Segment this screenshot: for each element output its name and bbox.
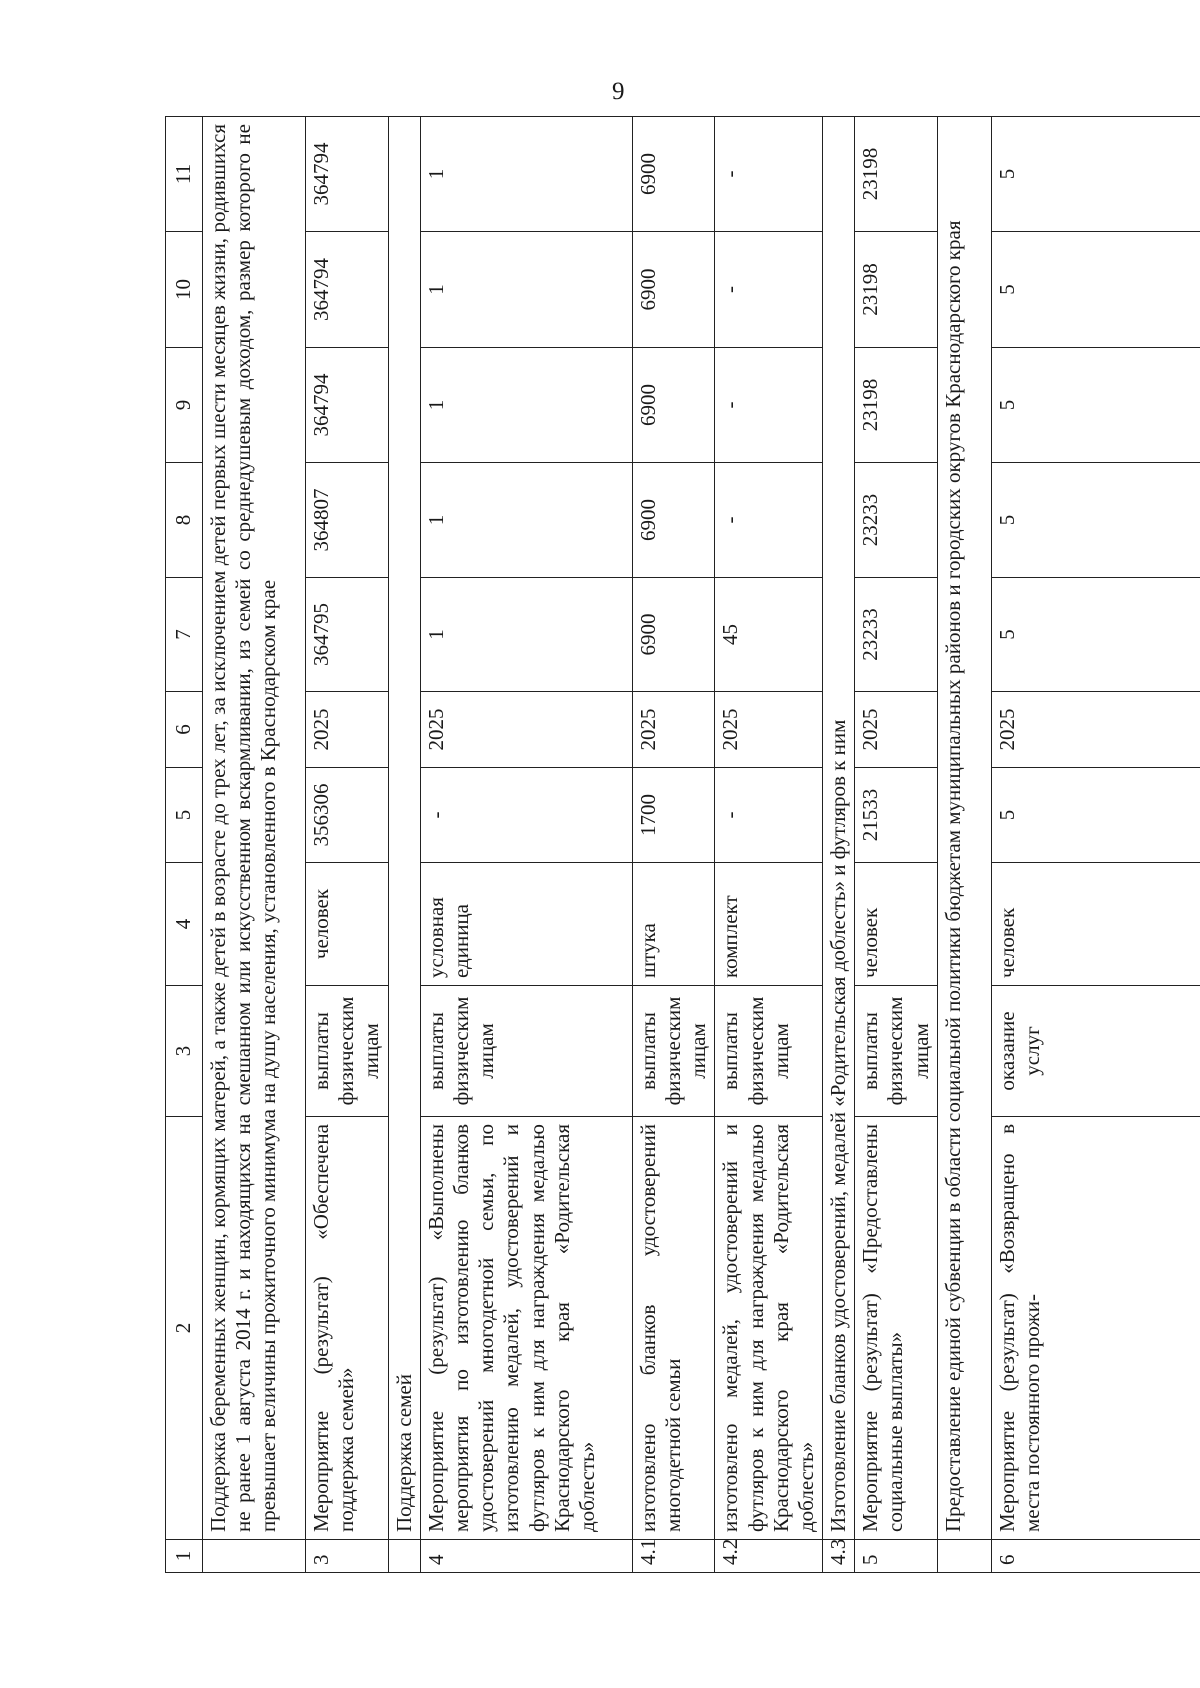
- section-title-subvention: Предоставление единой субвенции в области социальной политики бюджетам муниципальных районов и городских округов Краснодарского края: [937, 117, 991, 1540]
- table-row: [420, 117, 632, 1573]
- header-cell: 3: [166, 986, 203, 1117]
- unit: человек: [991, 863, 1200, 986]
- base-value: -: [420, 768, 632, 863]
- section-row: [823, 117, 855, 1573]
- event-type: выплаты физическим лицам: [306, 986, 389, 1117]
- empty-cell: [388, 1540, 420, 1573]
- value-col9: 5: [991, 348, 1200, 463]
- value-col10: 364794: [306, 232, 389, 348]
- value-col8: -: [715, 463, 823, 578]
- section-row: [203, 117, 306, 1573]
- base-value: 5: [991, 768, 1200, 863]
- value-col9: 364794: [306, 348, 389, 463]
- value-col10: 23198: [855, 232, 938, 348]
- table-row: [306, 117, 389, 1573]
- base-value: 356306: [306, 768, 389, 863]
- section-row: [937, 117, 991, 1573]
- header-cell: 5: [166, 768, 203, 863]
- value-col10: 5: [991, 232, 1200, 348]
- event-type: выплаты физическим лицам: [632, 986, 715, 1117]
- value-col11: 5: [991, 117, 1200, 232]
- row-number: 6: [991, 1540, 1200, 1573]
- table-row: [715, 117, 823, 1573]
- value-col8: 364807: [306, 463, 389, 578]
- year: 2025: [715, 692, 823, 768]
- event-type: выплаты физическим лицам: [715, 986, 823, 1117]
- base-value: -: [715, 768, 823, 863]
- event-name: Мероприятие (результат) «Предоставлены социальные выплаты»: [855, 1117, 938, 1540]
- header-row: [166, 117, 203, 1573]
- empty-cell: [203, 1540, 306, 1573]
- value-col10: 6900: [632, 232, 715, 348]
- event-name: изготовлено бланков удостоверений многодетной семьи: [632, 1117, 715, 1540]
- section-title-support-pregnant: Поддержка беременных женщин, кормящих матерей, а также детей в возрасте до трех лет, за исключением детей первых шести месяцев жизни, родившихся не ранее 1 августа 2014 г. и находящихся на смешанном или искусственном вскармливании, из семей со среднедушевым доходом, размер которого не превышает величины прожиточного минимума на душу населения, установленного в Краснодарском крае: [203, 117, 306, 1540]
- row-number: 4.1: [632, 1540, 715, 1573]
- header-cell: 10: [166, 232, 203, 348]
- value-col10: 1: [420, 232, 632, 348]
- page-number: 9: [612, 78, 625, 105]
- header-cell: 11: [166, 117, 203, 232]
- event-name: Мероприятие (результат) «Возвращено в места постоянного прожи-: [991, 1117, 1200, 1540]
- year: 2025: [632, 692, 715, 768]
- value-col7: 364795: [306, 578, 389, 692]
- value-col7: 23233: [855, 578, 938, 692]
- value-col9: 1: [420, 348, 632, 463]
- header-cell: 8: [166, 463, 203, 578]
- value-col11: -: [715, 117, 823, 232]
- header-cell: 7: [166, 578, 203, 692]
- unit: человек: [306, 863, 389, 986]
- row-number: 5: [855, 1540, 938, 1573]
- unit: человек: [855, 863, 938, 986]
- event-name: изготовлено медалей, удостоверений и футляров к ним для награждения медалью Краснодарского края «Родительская доблесть»: [715, 1117, 823, 1540]
- rotated-table-container: [165, 117, 1200, 1573]
- base-value: 21533: [855, 768, 938, 863]
- value-col11: 23198: [855, 117, 938, 232]
- value-col11: 6900: [632, 117, 715, 232]
- section-row: [388, 117, 420, 1573]
- value-col11: 1: [420, 117, 632, 232]
- event-name: Мероприятие (результат) «Обеспечена поддержка семей»: [306, 1117, 389, 1540]
- event-name: Мероприятие (результат) «Выполнены мероприятия по изготовлению бланков удостоверений многодетной семьи, по изготовлению медалей, удостоверений и футляров к ним для награждения медалью Краснодарского края «Родительская доблесть»: [420, 1117, 632, 1540]
- row-number: 3: [306, 1540, 389, 1573]
- row-number: 4: [420, 1540, 632, 1573]
- header-cell: 6: [166, 692, 203, 768]
- unit: штука: [632, 863, 715, 986]
- value-col9: 6900: [632, 348, 715, 463]
- section-title-forms: Изготовление бланков удостоверений, медалей «Родительская доблесть» и футляров к ним: [823, 117, 855, 1540]
- section-title-family-support: Поддержка семей: [388, 117, 420, 1540]
- table-row: [632, 117, 715, 1573]
- value-col10: -: [715, 232, 823, 348]
- value-col9: -: [715, 348, 823, 463]
- event-type: оказание услуг: [991, 986, 1200, 1117]
- year: 2025: [991, 692, 1200, 768]
- year: 2025: [306, 692, 389, 768]
- header-cell: 9: [166, 348, 203, 463]
- value-col9: 23198: [855, 348, 938, 463]
- base-value: 1700: [632, 768, 715, 863]
- year: 2025: [420, 692, 632, 768]
- value-col7: 5: [991, 578, 1200, 692]
- value-col8: 1: [420, 463, 632, 578]
- value-col8: 23233: [855, 463, 938, 578]
- event-type: выплаты физическим лицам: [855, 986, 938, 1117]
- event-type: выплаты физическим лицам: [420, 986, 632, 1117]
- value-col7: 1: [420, 578, 632, 692]
- indicators-table: [165, 116, 1200, 1573]
- unit: комплект: [715, 863, 823, 986]
- value-col8: 5: [991, 463, 1200, 578]
- header-cell: 1: [166, 1540, 203, 1573]
- row-number: 4.3: [823, 1540, 855, 1573]
- value-col8: 6900: [632, 463, 715, 578]
- table-row: [855, 117, 938, 1573]
- value-col7: 45: [715, 578, 823, 692]
- row-number: 4.2: [715, 1540, 823, 1573]
- value-col7: 6900: [632, 578, 715, 692]
- unit: условная единица: [420, 863, 632, 986]
- table-row: [991, 117, 1200, 1573]
- empty-cell: [937, 1540, 991, 1573]
- header-cell: 4: [166, 863, 203, 986]
- year: 2025: [855, 692, 938, 768]
- value-col11: 364794: [306, 117, 389, 232]
- header-cell: 2: [166, 1117, 203, 1540]
